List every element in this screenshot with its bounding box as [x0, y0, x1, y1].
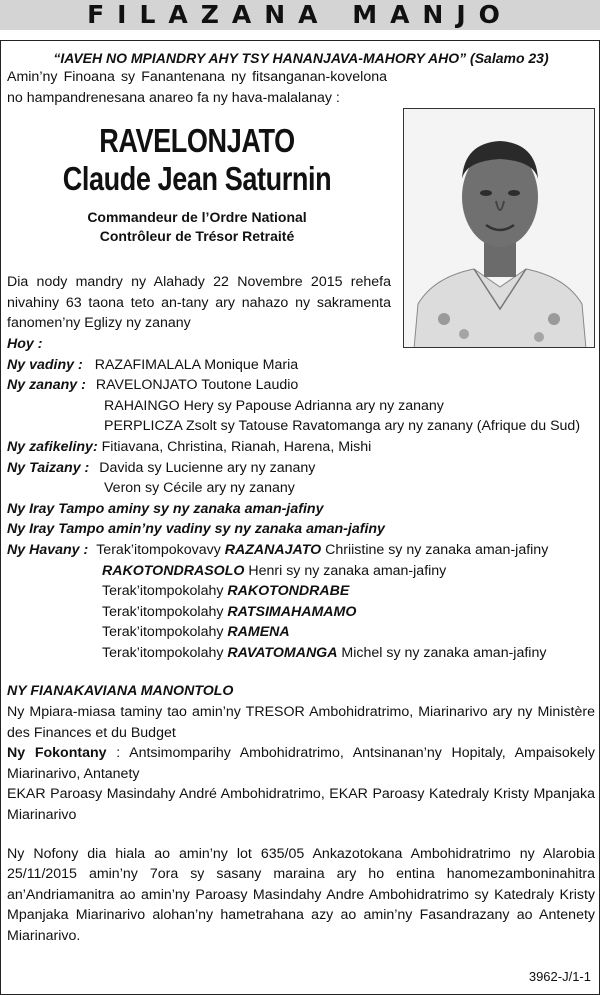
havany-entry — [88, 540, 548, 561]
havany-suffix: Chriistine sy ny zanaka aman-jafiny — [321, 541, 549, 558]
havany-entry — [7, 622, 595, 643]
psalm-quote: “IAVEH NO MPIANDRY AHY TSY HANANJAVA-MAHORY AHO” (Salamo 23) — [53, 50, 549, 66]
iray-tampo-line-2: Ny Iray Tampo amin’ny vadiny sy ny zanaka aman-jafiny — [7, 521, 385, 538]
portrait-photo — [403, 108, 595, 348]
ekar-text: EKAR Paroasy Masindahy André Ambohidratrimo, EKAR Paroasy Katedraly Kristy Mpanjaka Miarinarivo — [7, 786, 595, 824]
zafikeliny-row — [7, 437, 595, 458]
deceased-titles — [7, 208, 387, 246]
taizany-item: Davida sy Lucienne ary ny zanany — [99, 459, 316, 476]
hoy-label: Hoy : — [7, 335, 43, 352]
mpiara-miasa-text: Ny Mpiara-miasa taminy tao amin’ny TRESOR Ambohidratrimo, Miarinarivo ary ny Ministère des Finances et du Budget — [7, 704, 595, 741]
havany-entry — [7, 581, 595, 602]
taizany-item: Veron sy Cécile ary ny zanany — [104, 480, 295, 497]
obituary-frame — [0, 40, 600, 995]
portrait-icon — [404, 109, 595, 348]
page-header: FILAZANA MANJO — [0, 0, 600, 30]
havany-prefix: Terak’itompokolahy — [102, 624, 228, 641]
deceased-block — [7, 122, 387, 246]
vadiny-row — [7, 355, 595, 376]
deceased-given-names: Claude Jean Saturnin — [62, 160, 332, 198]
deceased-surname: RAVELONJATO — [99, 122, 295, 160]
fokontany-label: Ny Fokontany — [7, 745, 107, 762]
zanany-label: Ny zanany : — [7, 377, 86, 394]
havany-suffix: Michel sy ny zanaka aman-jafiny — [337, 644, 547, 661]
havany-entry — [7, 643, 595, 664]
havany-entry — [7, 602, 595, 623]
havany-prefix: Terak’itompokovavy — [96, 541, 225, 558]
fokontany-list: : Antsimomparihy Ambohidratrimo, Antsinanan’ny Hopitaly, Ampaisokely Miarinarivo, Antanety — [7, 745, 595, 782]
havany-row — [7, 540, 595, 561]
taizany-row — [7, 458, 595, 479]
havany-label: Ny Havany : — [7, 541, 89, 558]
havany-name: RAZANAJATO — [224, 541, 322, 558]
funeral-text: Ny Nofony dia hiala ao amin’ny lot 635/05 Ankazotokana Ambohidratrimo ny Alarobia 25/11/2015 amin’ny 7ora sy sasany maraina ary ho entina hanomezamboninahitra an’Andriamanitra ao amin’ny Paroasy Masindahy Andre Ambohidratrimo sy Katedraly Kristy Mpanjaka Miarinarivo alohan’ny hametrahana azy ao amin’ny Fasandrazany ao Antenety Miarinarivo. — [7, 845, 595, 944]
fianakaviana-title: NY FIANAKAVIANA MANONTOLO — [7, 683, 234, 700]
intro-text: Amin’ny Finoana sy Fanantenana ny fitsanganan-kovelona no hampandrenesana anareo fa ny hava-malalanay : — [7, 69, 387, 106]
zafikeliny-names: Fitiavana, Christina, Rianah, Harena, Mishi — [97, 438, 372, 455]
havany-name: RATSIMAHAMAMO — [227, 603, 357, 620]
havany-name: RAVATOMANGA — [227, 644, 338, 661]
zanany-item: RAVELONJATO Toutone Laudio — [95, 377, 299, 394]
iray-tampo-line-1: Ny Iray Tampo aminy sy ny zanaka aman-jafiny — [7, 500, 324, 517]
title-line-2: Contrôleur de Trésor Retraité — [99, 228, 295, 245]
taizany-label: Ny Taizany : — [7, 459, 90, 476]
title-line-1: Commandeur de l’Ordre National — [87, 209, 307, 226]
fokontany-text — [7, 743, 595, 784]
havany-name: RAKOTONDRASOLO — [102, 562, 245, 579]
zanany-item: PERPLICZA Zsolt sy Tatouse Ravatomanga ary ny zanany (Afrique du Sud) — [104, 418, 581, 435]
zanany-row — [7, 375, 595, 396]
havany-prefix: Terak’itompokolahy — [102, 583, 228, 600]
havany-prefix: Terak’itompokolahy — [102, 644, 228, 661]
zanany-item: RAHAINGO Hery sy Papouse Adrianna ary ny zanany — [104, 397, 444, 414]
havany-name: RAMENA — [227, 624, 290, 641]
havany-prefix: Terak’itompokolahy — [102, 603, 228, 620]
obituary-content — [7, 49, 595, 947]
havany-suffix: Henri sy ny zanaka aman-jafiny — [244, 562, 447, 579]
death-notice: Dia nody mandry ny Alahady 22 Novembre 2015 rehefa nivahiny 63 taona teto an-tany ary nahazo ny sakramenta fanomen’ny Eglizy ny zanany — [7, 274, 391, 332]
havany-name: RAKOTONDRABE — [227, 583, 350, 600]
zafikeliny-label: Ny zafikeliny: — [7, 438, 98, 455]
havany-entry — [7, 561, 595, 582]
vadiny-name: RAZAFIMALALA Monique Maria — [94, 356, 299, 373]
vadiny-label: Ny vadiny : — [7, 356, 83, 373]
reference-code: 3962-J/1-1 — [528, 969, 591, 985]
